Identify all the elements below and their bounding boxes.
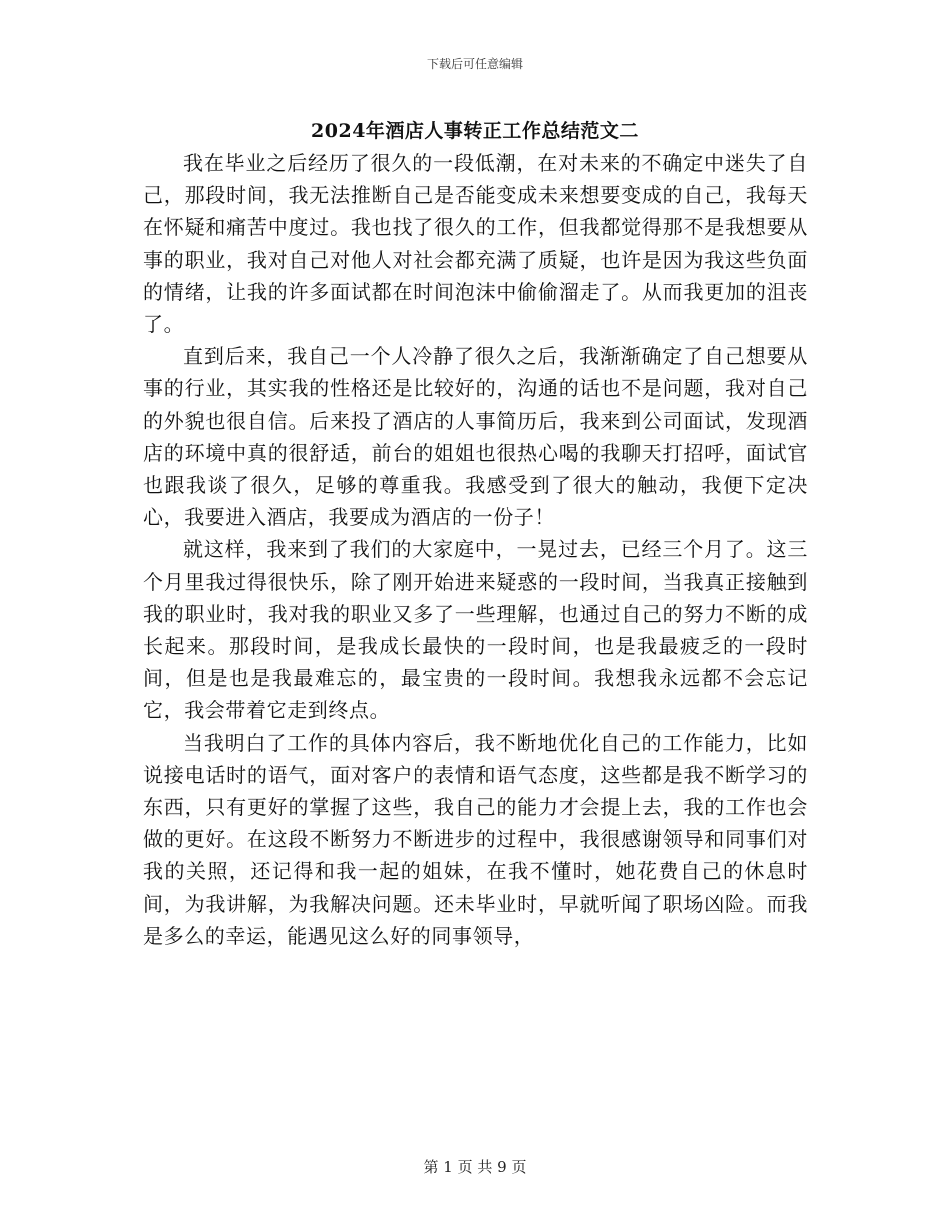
document-title: 2024年酒店人事转正工作总结范文二	[311, 120, 639, 142]
paragraph: 直到后来，我自己一个人冷静了很久之后，我渐渐确定了自己想要从事的行业，其实我的性格还是比较好的，沟通的话也不是问题，我对自己的外貌也很自信。后来投了酒店的人事简历后，我来到公司面试，发现酒店的环境中真的很舒适，前台的姐姐也很热心喝的我聊天打招呼，面试官也跟我谈了很久，足够的尊重我。我感受到了很大的触动，我便下定决心，我要进入酒店，我要成为酒店的一份子！	[143, 344, 808, 530]
paragraph: 我在毕业之后经历了很久的一段低潮，在对未来的不确定中迷失了自己，那段时间，我无法推断自己是否能变成未来想要变成的自己，我每天在怀疑和痛苦中度过。我也找了很久的工作，但我都觉得那不是我想要从事的职业，我对自己对他人对社会都充满了质疑，也许是因为我这些负面的情绪，让我的许多面试都在时间泡沫中偷偷溜走了。从而我更加的沮丧了。	[143, 151, 808, 337]
document-body	[143, 147, 808, 952]
page-number-footer: 第 1 页 共 9 页	[423, 1158, 527, 1176]
paragraph: 当我明白了工作的具体内容后，我不断地优化自己的工作能力，比如说接电话时的语气，面对客户的表情和语气态度，这些都是我不断学习的东西，只有更好的掌握了这些，我自己的能力才会提上去，我的工作也会做的更好。在这段不断努力不断进步的过程中，我很感谢领导和同事们对我的关照，还记得和我一起的姐妹，在我不懂时，她花费自己的休息时间，为我讲解，为我解决问题。还未毕业时，早就听闻了职场凶险。而我是多么的幸运，能遇见这么好的同事领导，	[143, 730, 808, 948]
header-note: 下载后可任意编辑	[426, 57, 523, 71]
paragraph: 就这样，我来到了我们的大家庭中，一晃过去，已经三个月了。这三个月里我过得很快乐，除了刚开始进来疑惑的一段时间，当我真正接触到我的职业时，我对我的职业又多了一些理解，也通过自己的努力不断的成长起来。那段时间，是我成长最快的一段时间，也是我最疲乏的一段时间，但是也是我最难忘的，最宝贵的一段时间。我想我永远都不会忘记它，我会带着它走到终点。	[143, 537, 808, 723]
